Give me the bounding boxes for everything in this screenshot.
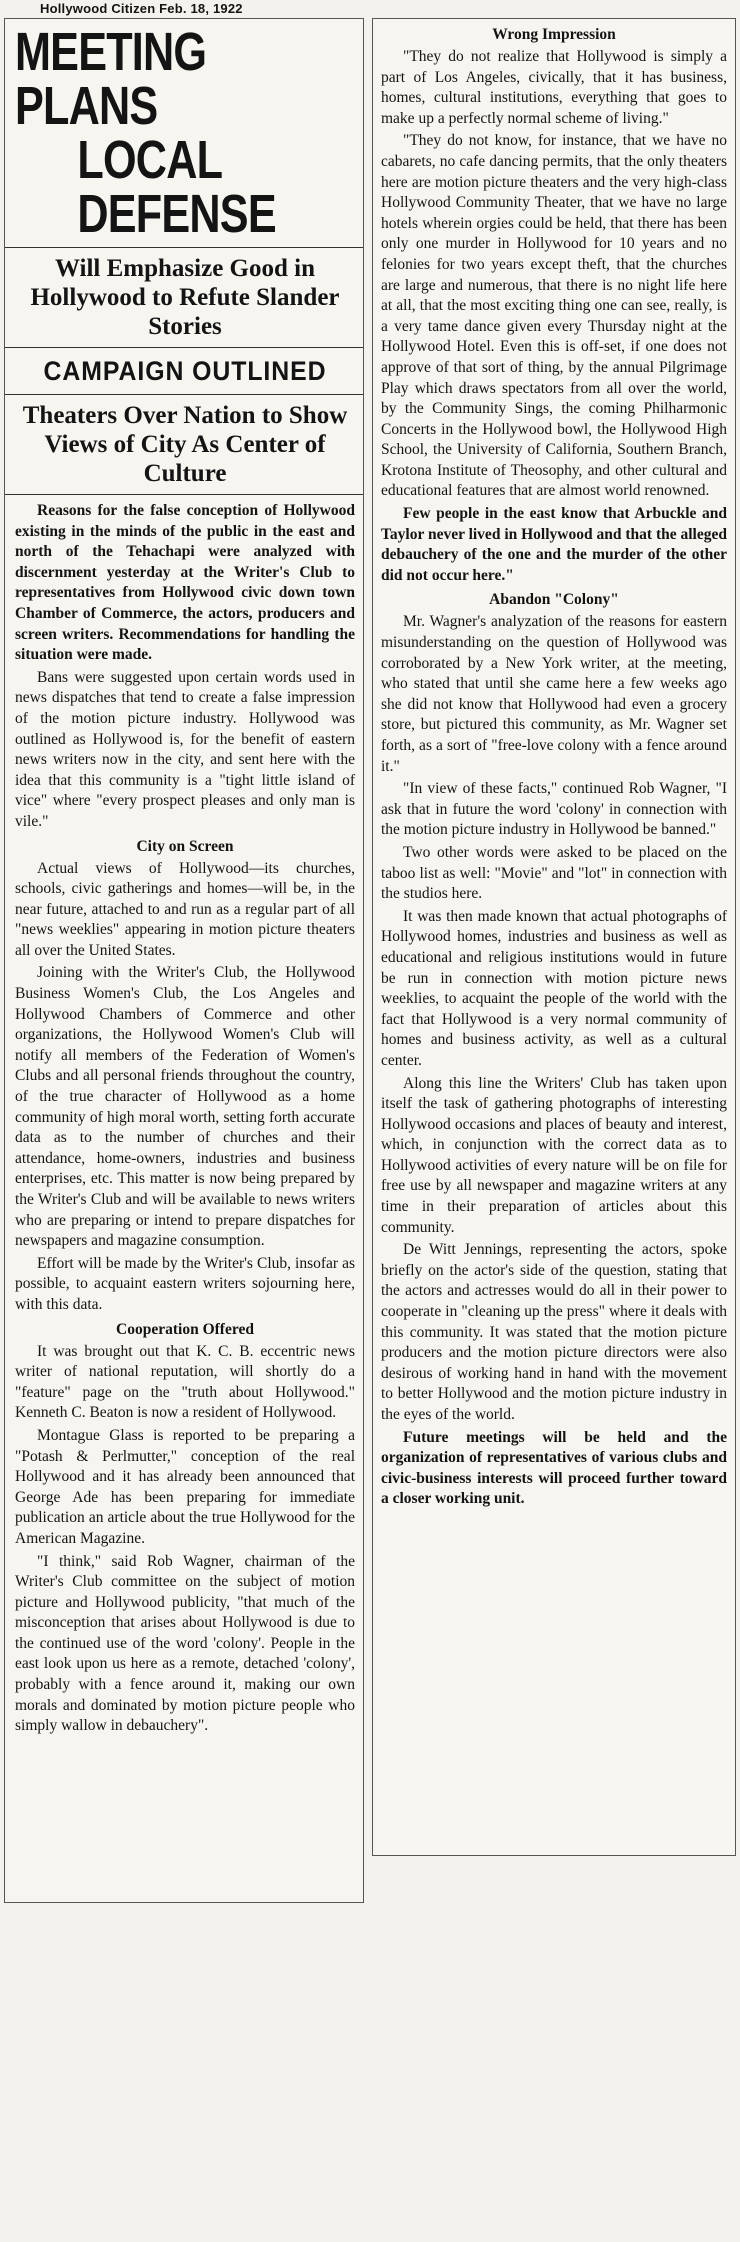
paragraph: "They do not realize that Hollywood is simply a part of Los Angeles, civically, that it has business, homes, cultural institutions, everything that goes to make up a perfectly normal scheme of living."	[381, 48, 727, 127]
right-column	[372, 18, 736, 1856]
divider	[5, 347, 363, 348]
paragraph: Actual views of Hollywood—its churches, schools, civic gatherings and homes—will be, in the near future, attached to and run as a regular part of all "news weeklies" appearing in motion picture theaters all over the United States.	[15, 859, 355, 959]
divider	[5, 494, 363, 495]
dateline: Hollywood Citizen Feb. 18, 1922	[40, 1, 243, 16]
divider	[5, 247, 363, 248]
paragraph: "They do not know, for instance, that we have no cabarets, no cafe dancing permits, that the only theaters here are motion picture theaters and the very high-class Hollywood Community Theater, that we have no large hotels wherein orgies could be held, that there has been only one murder in Hollywood for 10 years and no felonies for two years except theft, that the churches are large and numerous, that there is no night life here at all, that the most exciting thing one can see, really, is a very tame dance given every Thursday night at the Hollywood Hotel. Even this is off-set, if one does not approve of that sort of thing, by the annual Pilgrimage Play which draws spectators from all over the world, by the Community Sings, the coming Philharmonic Concerts in the Hollywood bowl, the Hollywood High School, the University of California, Southern Branch, Krotona Institute of Theosophy, and other cultural and educational features that are almost world renowned.	[381, 132, 727, 500]
subhead-wrong-impression: Wrong Impression	[492, 26, 616, 43]
subhead-city-on-screen: City on Screen	[136, 837, 234, 855]
paragraph: "In view of these facts," continued Rob Wagner, "I ask that in future the word 'colony' in connection with the motion picture industry in Hollywood be banned."	[381, 780, 727, 839]
paragraph: Few people in the east know that Arbuckle and Taylor never lived in Hollywood and that the alleged debauchery of the one and the murder of the other did not occur here."	[381, 505, 727, 584]
deck-1: Will Emphasize Good in Hollywood to Refute Slander Stories	[30, 255, 340, 340]
subhead-abandon-colony: Abandon "Colony"	[489, 591, 619, 609]
paragraph: Mr. Wagner's analyzation of the reasons for eastern misunderstanding on the question of Hollywood was corroborated by a New York writer, at the meeting, who stated that until she came here a few weeks ago she did not know that Hollywood had even a grocery store, but pictured this community, as Mr. Wagner set forth, as a sort of "free-love colony with a fence around it."	[381, 613, 727, 775]
paragraph: Two other words were asked to be placed on the taboo list as well: "Movie" and "lot" in connection with the studios here.	[381, 843, 727, 903]
headline-line-2: LOCAL DEFENSE	[77, 130, 276, 244]
paragraph: De Witt Jennings, representing the actors, spoke briefly on the actor's side of the question, stating that the actors and actresses would do all in their power to cooperate in "cleaning up the press" where it deals with this community. It was stated that the motion picture producers and the motion picture directors were also desirous of working hand in hand with the movement to better Hollywood and the motion picture industry in the eyes of the world.	[381, 1241, 727, 1423]
headline-line-1: MEETING PLANS	[15, 22, 207, 136]
paragraph: "I think," said Rob Wagner, chairman of the Writer's Club committee on the subject of motion picture and Hollywood publicity, "that much of the misconception that arises about Hollywood is due to the continued use of the word 'colony'. People in the east look upon us here as a remote, detached 'colony', probably with a fence around it, making our own morals and dominated by motion picture people who simply wallow in debauchery".	[15, 1552, 355, 1735]
divider	[5, 394, 363, 395]
paragraph: It was then made known that actual photographs of Hollywood homes, industries and business as well as educational and religious institutions would in future be run in connection with motion picture news weeklies, to acquaint the people of the world with the fact that Hollywood is a very normal community of homes and business activity, as well as a cultural center.	[381, 907, 727, 1069]
paragraph: Along this line the Writers' Club has taken upon itself the task of gathering photographs of interesting Hollywood occasions and places of beauty and interest, which, in conjunction with the correct data as to Hollywood activities of every nature will be on file for free use by all newspaper and magazine writers at any time in their preparation of articles about this community.	[381, 1074, 727, 1236]
paragraph: It was brought out that K. C. B. eccentric news writer of national reputation, will shortly do a "feature" page on the "truth about Hollywood." Kenneth C. Beaton is now a resident of Hollywood.	[15, 1342, 355, 1422]
paragraph: Reasons for the false conception of Hollywood existing in the minds of the public in the east and north of the Tehachapi were analyzed with discernment yesterday at the Writer's Club to representatives from Hollywood civic down town Chamber of Commerce, the actors, producers and screen writers. Recommendations for handling the situation were made.	[15, 502, 355, 664]
paragraph: Bans were suggested upon certain words used in news dispatches that tend to create a false impression of the motion picture industry. Hollywood was outlined as Hollywood is, for the benefit of eastern news writers now in the city, and sent here with the idea that this community is a "tight little island of vice" where "every prospect pleases and only man is vile."	[15, 668, 355, 830]
paragraph: Future meetings will be held and the organization of representatives of various clubs and civic-business interests will proceed further toward a closer working unit.	[381, 1428, 727, 1508]
paragraph: Joining with the Writer's Club, the Hollywood Business Women's Club, the Los Angeles and Hollywood Chambers of Commerce and other organizations, the Hollywood Women's Club will notify all members of the Federation of Women's Clubs and all personal friends throughout the country, of the true character of Hollywood as a home community of high moral worth, setting forth accurate data as to the number of churches and their attendance, home-owners, industries and business enterprises, etc. This matter is now being prepared by the Writer's Club and will be available to news writers who are preparing or intend to prepare dispatches for newspapers and magazine consumption.	[15, 964, 355, 1250]
paragraph: Effort will be made by the Writer's Club, insofar as possible, to acquaint eastern writers sojourning here, with this data.	[15, 1254, 355, 1313]
subhead-cooperation-offered: Cooperation Offered	[116, 1320, 254, 1338]
headline	[15, 22, 355, 244]
paragraph: Montague Glass is reported to be preparing a "Potash & Perlmutter," conception of the real Hollywood and it has already been announced that George Ade has been preparing for immediate publication an article about the true Hollywood for the American Magazine.	[15, 1426, 355, 1547]
left-column	[4, 18, 364, 1903]
deck-2: CAMPAIGN OUTLINED	[43, 356, 327, 386]
deck-3: Theaters Over Nation to Show Views of City As Center of Culture	[22, 402, 348, 487]
